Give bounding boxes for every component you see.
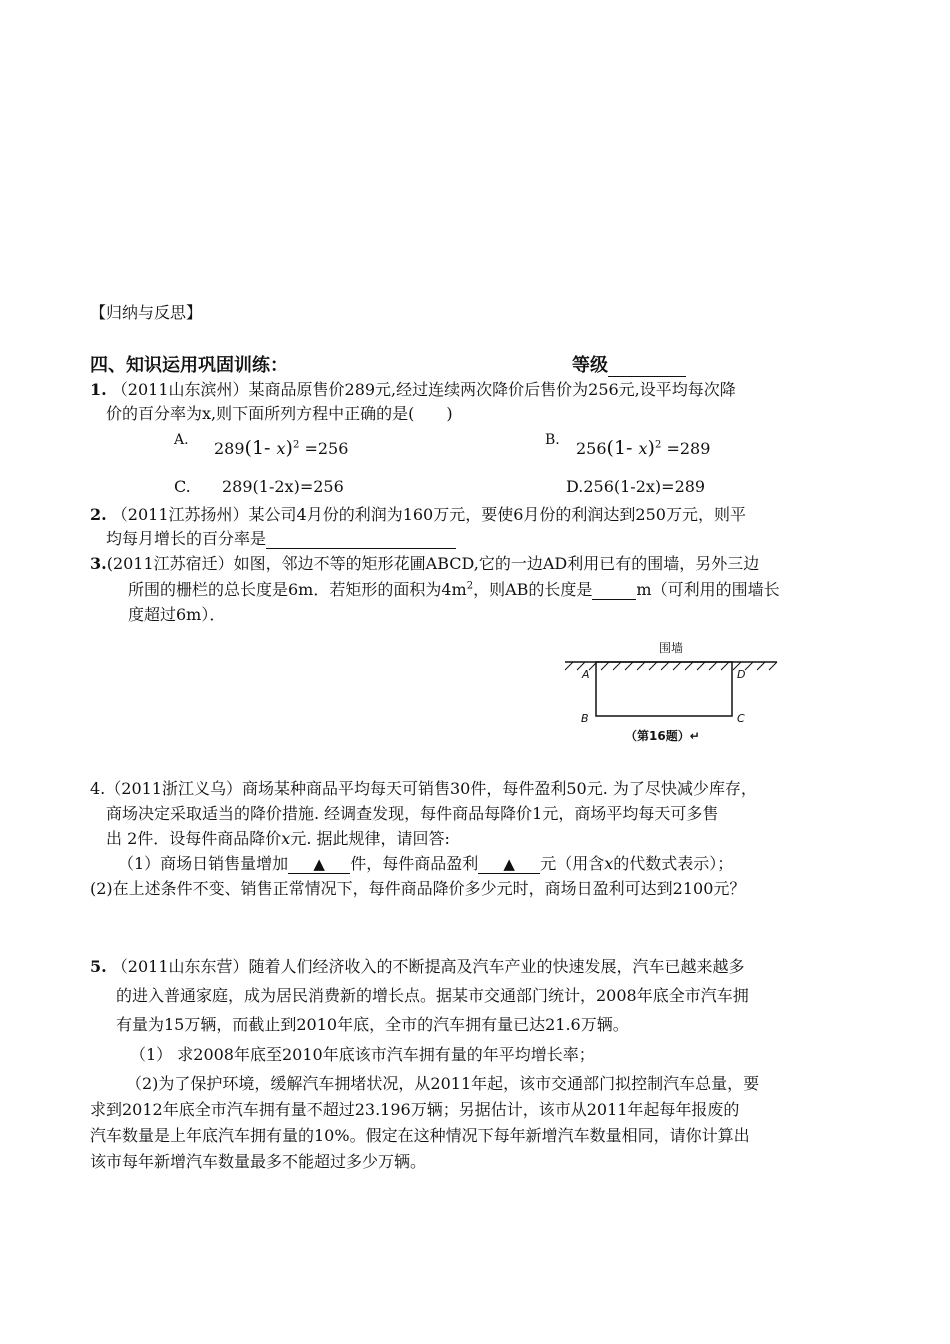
q1-b-close: )	[647, 437, 655, 459]
q1-b-var: x	[638, 439, 648, 458]
q1-option-a	[214, 437, 348, 459]
section-title: 四、知识运用巩固训练：	[90, 355, 288, 376]
q4-var-x: x	[281, 829, 291, 848]
q1-line1	[90, 377, 736, 400]
q3-text-2c: m（可利用的围墙长	[636, 580, 780, 599]
q1-option-b-label: B.	[545, 432, 560, 448]
q2-line1	[90, 502, 746, 525]
q4-sub2: (2)在上述条件不变、销售正常情况下，每件商品降价多少元时，商场日盈利可达到2100元？	[90, 879, 746, 898]
q1-a-rhs: =256	[304, 439, 349, 458]
q4-sub1-text-a: （1）商场日销售量增加	[118, 854, 289, 873]
q1-a-coef: 289	[214, 439, 245, 458]
q3-text-2a: 所围的栅栏的总长度是6m．若矩形的面积为4m	[128, 580, 467, 599]
q1-b-exp: 2	[654, 439, 662, 451]
q2-number: 2.	[90, 505, 107, 524]
point-c-label: C	[737, 712, 745, 725]
q4-line1: 4.（2011浙江义乌）商场某种商品平均每天可销售30件，每件盈利50元. 为了尽快减少库存，	[90, 779, 757, 798]
q3-line2	[128, 577, 780, 600]
q1-option-c-label: C.	[174, 477, 191, 496]
q2-answer-blank	[266, 529, 456, 549]
q1-line2: 价的百分率为x,则下面所列方程中正确的是( )	[106, 404, 453, 423]
q3-line3: 度超过6m）．	[128, 605, 226, 624]
q1-b-rhs: =289	[666, 439, 711, 458]
q4-sub1-text-b: 件，每件商品盈利	[350, 854, 479, 873]
q3-figure	[555, 632, 795, 747]
q5-line3: 有量为15万辆，而截止到2010年底，全市的汽车拥有量已达21.6万辆。	[116, 1015, 629, 1034]
q4-blank-2: ▲	[478, 855, 540, 874]
q1-option-d: D.256(1-2x)=289	[566, 477, 706, 496]
q1-option-c: 289(1-2x)=256	[222, 477, 344, 496]
q1-option-b	[576, 437, 710, 459]
point-a-label: A	[582, 668, 590, 681]
q5-sub2: （2)为了保护环境，缓解汽车拥堵状况，从2011年起，该市交通部门拟控制汽车总量，要	[126, 1074, 760, 1093]
figure-caption: （第16题）↵	[625, 729, 700, 743]
q3-answer-blank	[592, 580, 636, 600]
grade-label: 等级	[572, 355, 608, 376]
q5-line2: 的进入普通家庭，成为居民消费新的增长点。据某市交通部门统计，2008年底全市汽车拥	[116, 986, 749, 1005]
q1-a-exp: 2	[292, 439, 300, 451]
q1-option-a-label: A.	[174, 432, 189, 448]
q4-sub1-text-c: 元（用含	[540, 854, 605, 873]
q5-line1	[90, 954, 745, 977]
q1-b-coef: 256	[576, 439, 607, 458]
q3-line1	[90, 551, 759, 574]
q4-line2: 商场决定采取适当的降价措施. 经调查发现，每件商品每降价1元，商场平均每天可多售	[106, 804, 719, 823]
q5-line7: 汽车数量是上年底汽车拥有量的10%。假定在这种情况下每年新增汽车数量相同，请你计算出	[90, 1126, 750, 1145]
q1-a-var: x	[276, 439, 286, 458]
q4-sub1-text-d: 的代数式表示）；	[613, 854, 734, 873]
q1-text-1: （2011山东滨州）某商品原售价289元,经过连续两次降价后售价为256元,设平均每次降	[111, 380, 736, 399]
point-b-label: B	[581, 712, 589, 725]
q4-sub1-var: x	[604, 854, 614, 873]
q5-sub1: （1） 求2008年底至2010年底该市汽车拥有量的年平均增长率；	[130, 1045, 595, 1064]
q1-b-paren: (1-	[606, 437, 639, 459]
q3-number: 3.	[90, 554, 107, 573]
reflection-heading: 【归纳与反思】	[90, 303, 203, 322]
figure-wall-label: 围墙	[659, 641, 684, 655]
point-d-label: D	[737, 668, 746, 681]
q2-text-1: （2011江苏扬州）某公司4月份的利润为160万元，要使6月份的利润达到250万元，则平	[111, 505, 746, 524]
q3-text-2b: ，则AB的长度是	[473, 580, 593, 599]
q4-blank-1: ▲	[288, 855, 350, 874]
q4-text-3a: 出 2件．设每件商品降价	[106, 829, 282, 848]
q2-text-2: 均每月增长的百分率是	[106, 529, 267, 548]
q5-number: 5.	[90, 957, 107, 976]
q2-line2	[106, 526, 456, 549]
q3-text-1: (2011江苏宿迁）如图，邻边不等的矩形花圃ABCD,它的一边AD利用已有的围墙，另外三边	[106, 554, 760, 573]
q1-number: 1.	[90, 380, 107, 399]
rectangle-abcd	[596, 662, 732, 716]
grade-field	[572, 351, 686, 377]
q4-sub1	[118, 851, 733, 874]
grade-blank	[608, 355, 686, 377]
q5-line8: 该市每年新增汽车数量最多不能超过多少万辆。	[90, 1152, 427, 1171]
q5-line6: 求到2012年底全市汽车拥有量不超过23.196万辆；另据估计，该市从2011年起每年报废的	[90, 1100, 740, 1119]
q4-line3	[106, 826, 450, 849]
q1-a-paren: (1-	[244, 437, 277, 459]
q1-a-close: )	[285, 437, 293, 459]
q5-text-1: （2011山东东营）随着人们经济收入的不断提高及汽车产业的快速发展，汽车已越来越多	[111, 957, 745, 976]
q3-area-exp: 2	[466, 580, 474, 592]
q4-text-3b: 元. 据此规律，请回答:	[290, 829, 450, 848]
